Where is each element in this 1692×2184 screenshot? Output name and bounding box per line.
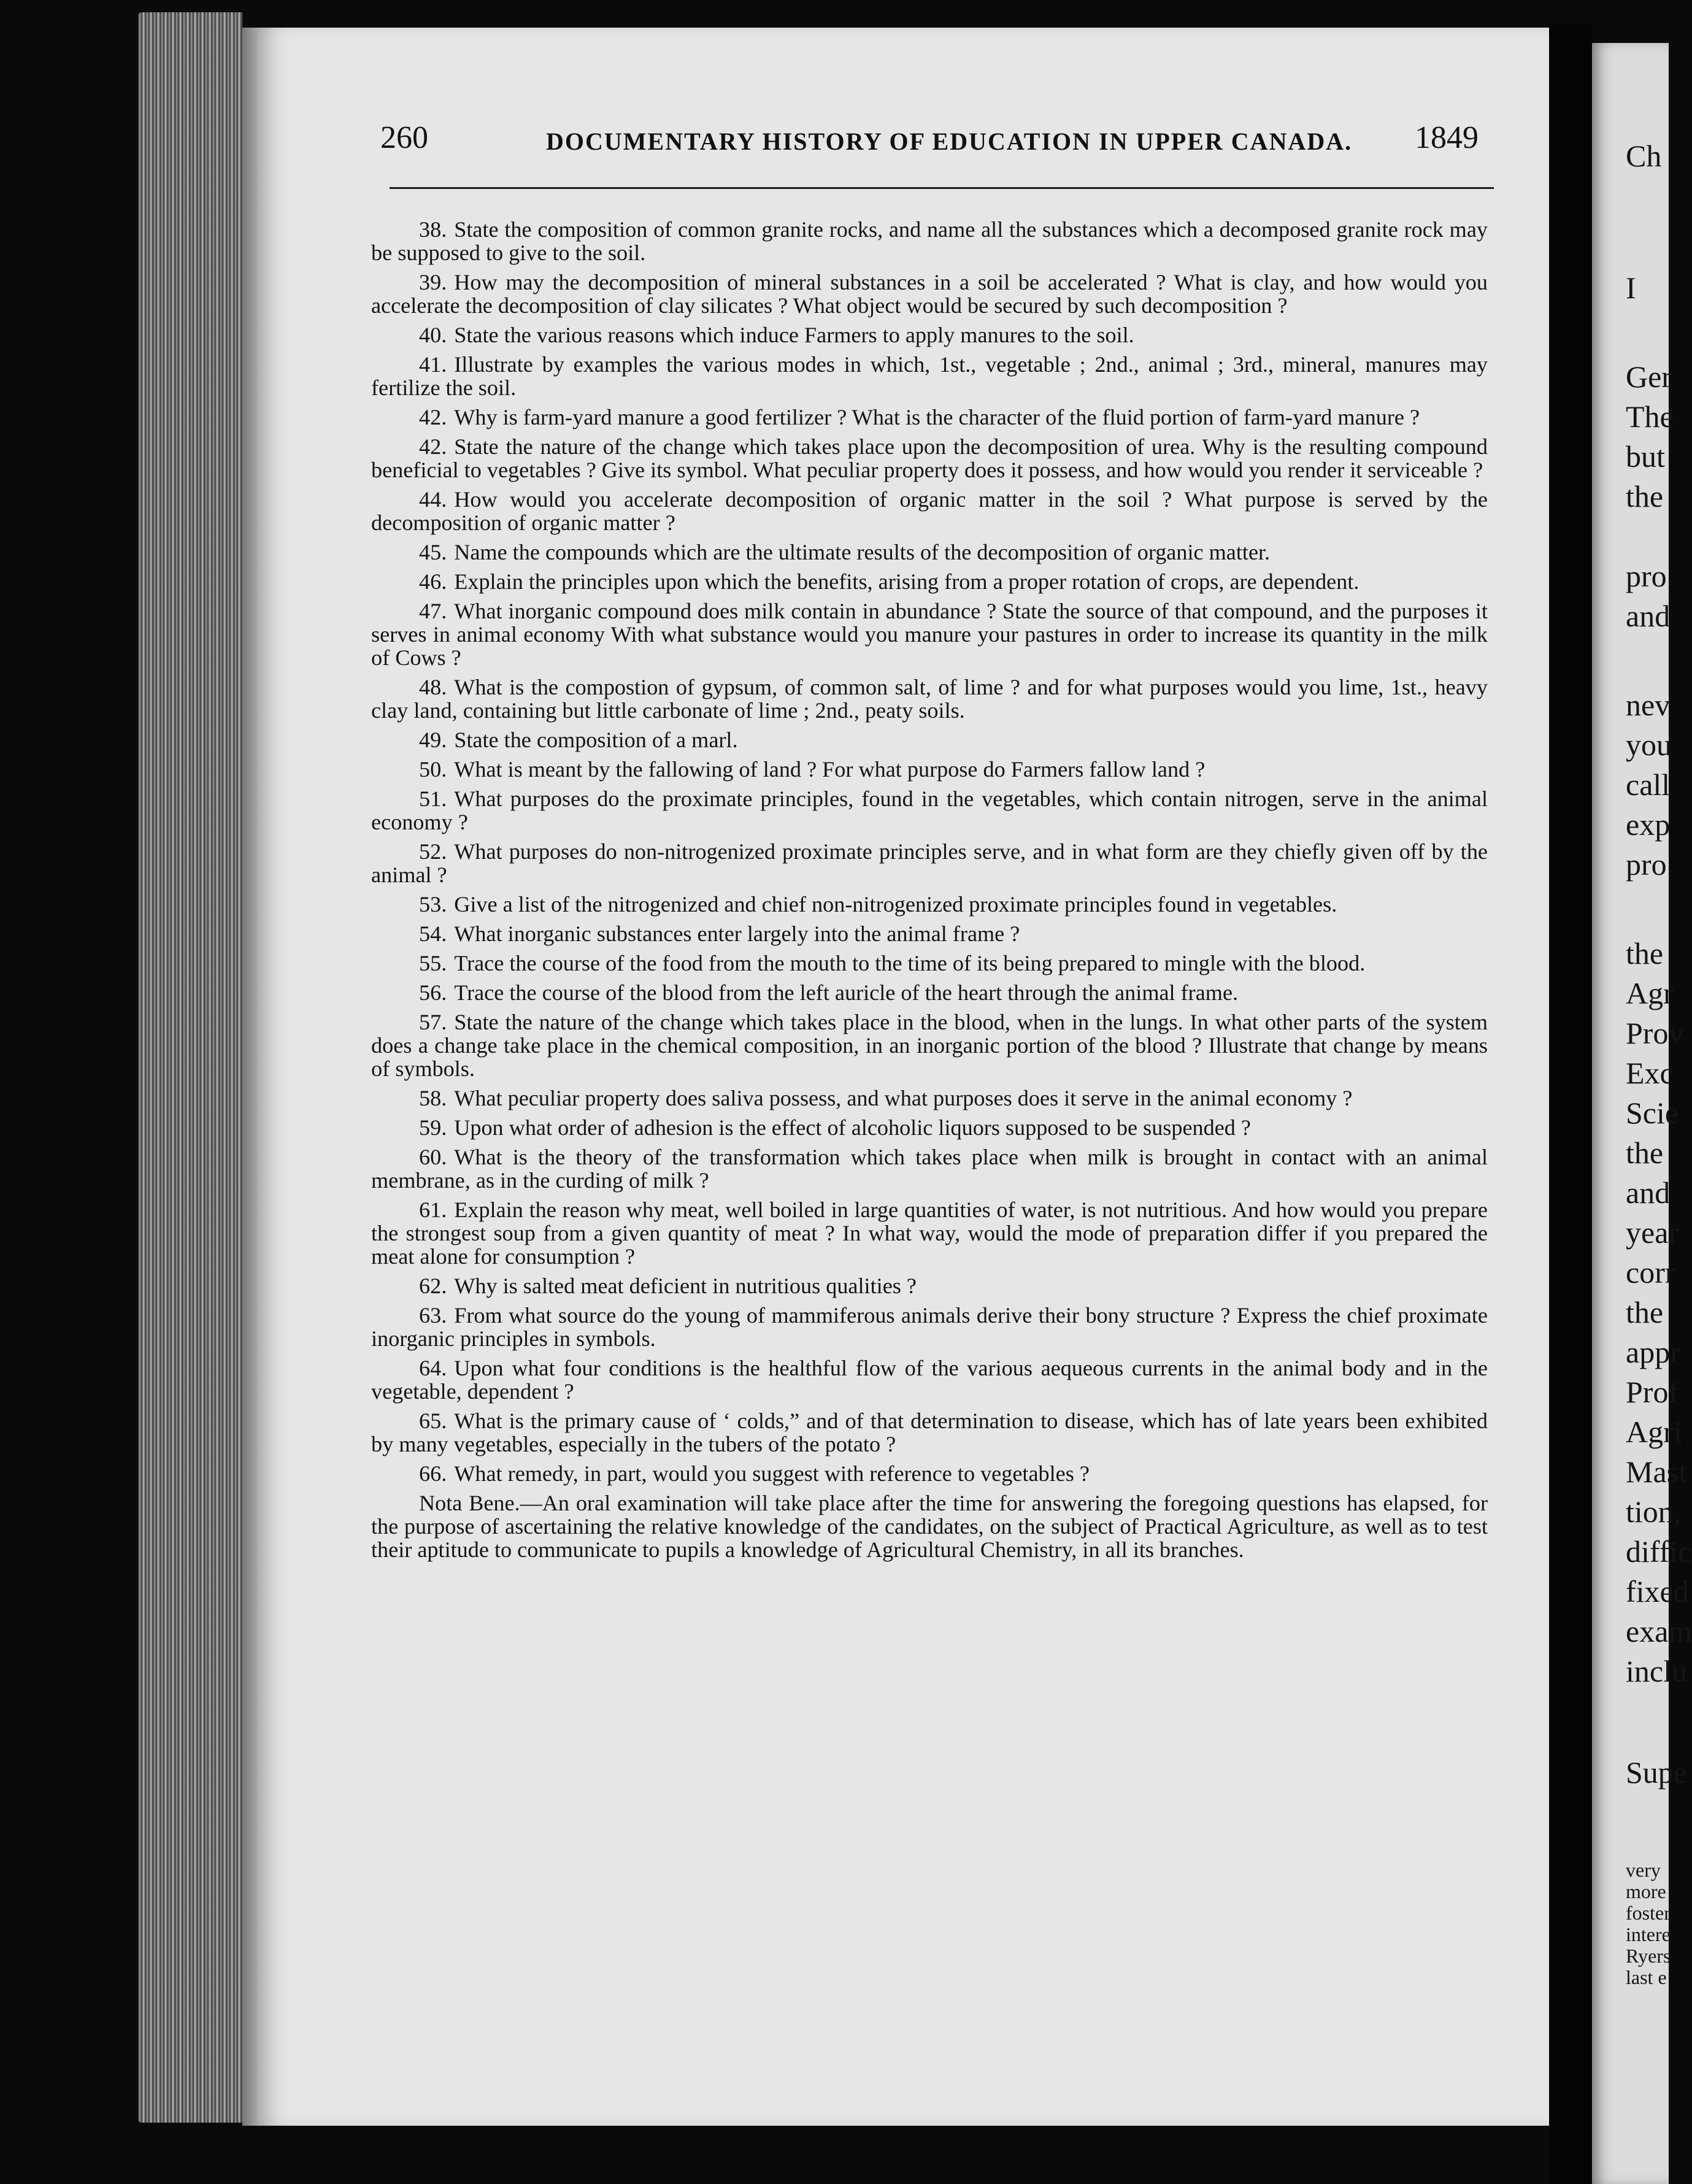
question-number: 47. xyxy=(419,599,447,623)
facing-page-fragment: Ryers xyxy=(1626,1945,1671,1967)
facing-page-fragment: Ch xyxy=(1626,139,1662,173)
question-text: Give a list of the nitrogenized and chief non-nitrogenized proximate principles found in vegetables. xyxy=(454,892,1337,917)
question-item xyxy=(371,1010,1488,1080)
question-text: Explain the reason why meat, well boiled in large quantities of water, is not nutritious. And how would you prepare the strongest soup from a given quantity of meat ? In what way, would the mode of preparation differ if you prepared the meat alone for consumption ? xyxy=(371,1198,1488,1269)
facing-page-fragment: tion, xyxy=(1626,1494,1682,1529)
book-page-edges xyxy=(138,12,242,2123)
facing-page-fragment: appr xyxy=(1626,1335,1680,1369)
facing-page-fragment: call xyxy=(1626,767,1671,802)
facing-page-fragment: the xyxy=(1626,936,1664,971)
question-number: 63. xyxy=(419,1303,447,1328)
question-item xyxy=(371,758,1488,781)
question-number: 61. xyxy=(419,1198,447,1222)
question-item xyxy=(371,952,1488,975)
question-text: What peculiar property does saliva possess, and what purposes does it serve in the animal economy ? xyxy=(454,1086,1353,1110)
question-text: State the various reasons which induce Farmers to apply manures to the soil. xyxy=(454,323,1134,347)
question-number: 51. xyxy=(419,786,447,811)
question-text: Name the compounds which are the ultimate results of the decomposition of organic matter. xyxy=(454,540,1271,564)
facing-page-fragment: year xyxy=(1626,1215,1679,1250)
facing-page-fragment: inclu xyxy=(1626,1654,1687,1688)
question-text: Upon what four conditions is the healthful flow of the various aequeous currents in the animal body and in the vegetable, dependent ? xyxy=(371,1356,1488,1404)
question-text: What is the compostion of gypsum, of common salt, of lime ? and for what purposes would you lime, 1st., heavy clay land, containing but little carbonate of lime ; 2nd., peaty soils. xyxy=(371,675,1488,723)
question-number: 46. xyxy=(419,569,447,594)
question-number: 41. xyxy=(419,352,447,377)
facing-page-fragment: intere xyxy=(1626,1923,1671,1945)
facing-page-fragment: Mast xyxy=(1626,1455,1687,1489)
question-number: 55. xyxy=(419,951,447,975)
question-item xyxy=(371,1198,1488,1268)
facing-page-fragment: last e xyxy=(1626,1966,1667,1988)
question-number: 40. xyxy=(419,323,447,347)
facing-page-fragment: Ger xyxy=(1626,360,1672,394)
question-item xyxy=(371,1145,1488,1192)
facing-page-fragment: exp xyxy=(1626,807,1671,842)
question-number: 56. xyxy=(419,980,447,1005)
question-number: 42. xyxy=(419,405,447,429)
facing-page-fragment: fixed xyxy=(1626,1574,1689,1609)
question-text: State the composition of common granite rocks, and name all the substances which a decomposed granite rock may be supposed to give to the soil. xyxy=(371,217,1488,265)
running-head xyxy=(380,120,1479,169)
question-text: Trace the course of the blood from the left auricle of the heart through the animal frame. xyxy=(454,980,1239,1005)
facing-page-fragment: the xyxy=(1626,1295,1664,1329)
question-item xyxy=(371,787,1488,834)
question-item xyxy=(371,840,1488,886)
question-number: 48. xyxy=(419,675,447,699)
question-text: How would you accelerate decomposition of organic matter in the soil ? What purpose is served by the decomposition of organic matter ? xyxy=(371,487,1488,535)
facing-page-fragment: nev xyxy=(1626,688,1671,722)
facing-page-fragment: exam xyxy=(1626,1614,1692,1648)
facing-page-fragment: Exc xyxy=(1626,1056,1674,1090)
question-item xyxy=(371,488,1488,534)
facing-page-fragment: pro xyxy=(1626,559,1667,593)
question-number: 53. xyxy=(419,892,447,917)
facing-page xyxy=(1592,43,1692,2184)
running-year: 1849 xyxy=(1415,120,1479,155)
facing-page-fragment: more xyxy=(1626,1880,1666,1902)
facing-page-fragment: Agr xyxy=(1626,976,1674,1010)
question-list xyxy=(371,218,1488,1583)
facing-page-fragment: Scie xyxy=(1626,1096,1679,1130)
question-item xyxy=(371,406,1488,429)
question-number: 57. xyxy=(419,1010,447,1034)
question-number: 44. xyxy=(419,487,447,512)
question-item xyxy=(371,893,1488,916)
question-text: Trace the course of the food from the mouth to the time of its being prepared to mingle with the blood. xyxy=(454,951,1366,975)
facing-page-fragment: diffic xyxy=(1626,1534,1692,1569)
facing-page-fragment: I xyxy=(1626,271,1636,305)
question-item xyxy=(371,540,1488,564)
question-item xyxy=(371,728,1488,752)
question-text: From what source do the young of mammiferous animals derive their bony structure ? Express the chief proximate inorganic principles in symbols. xyxy=(371,1303,1488,1351)
question-item xyxy=(371,323,1488,347)
book-page xyxy=(258,28,1549,2126)
facing-page-fragment: Prof xyxy=(1626,1375,1679,1409)
facing-page-fragment: and xyxy=(1626,599,1671,633)
question-number: 54. xyxy=(419,921,447,946)
question-text: Why is salted meat deficient in nutritious qualities ? xyxy=(454,1274,917,1298)
facing-page-fragment: the xyxy=(1626,1136,1664,1170)
nota-bene: Nota Bene.—An oral examination will take place after the time for answering the foregoing questions has elapsed, for the purpose of ascertaining the relative knowledge of the candidates, on the subject of Practical Agriculture, as well as to test their aptitude to communicate to pupils a knowledge of Agricultural Chemistry, in all its branches. xyxy=(371,1491,1488,1562)
facing-page-fragment: and xyxy=(1626,1175,1671,1210)
question-item xyxy=(371,1356,1488,1403)
question-text: State the nature of the change which takes place in the blood, when in the lungs. In what other parts of the system does a change take place in the chemical composition, in an inorganic portion of the blood ? Illustrate that change by means of symbols. xyxy=(371,1010,1488,1081)
question-text: What purposes do the proximate principles, found in the vegetables, which contain nitrogen, serve in the animal economy ? xyxy=(371,786,1488,834)
question-text: What remedy, in part, would you suggest with reference to vegetables ? xyxy=(454,1461,1090,1486)
question-number: 66. xyxy=(419,1461,447,1486)
question-item xyxy=(371,570,1488,593)
facing-page-fragment: the xyxy=(1626,479,1664,513)
running-title: DOCUMENTARY HISTORY OF EDUCATION IN UPPER CANADA. xyxy=(546,128,1353,155)
facing-page-fragment: pro xyxy=(1626,847,1667,882)
head-rule xyxy=(390,187,1494,189)
question-text: What inorganic substances enter largely into the animal frame ? xyxy=(454,921,1020,946)
question-text: Upon what order of adhesion is the effect of alcoholic liquors supposed to be suspended ? xyxy=(454,1115,1251,1140)
question-item xyxy=(371,218,1488,264)
question-text: State the composition of a marl. xyxy=(454,728,738,752)
question-text: What inorganic compound does milk contain in abundance ? State the source of that compound, and the purposes it serves in animal economy With what substance would you manure your pastures in order to increase its quantity in the milk of Cows ? xyxy=(371,599,1488,670)
facing-page-fragment: foster xyxy=(1626,1902,1671,1924)
facing-page-fragment: corr xyxy=(1626,1255,1675,1290)
question-number: 64. xyxy=(419,1356,447,1380)
question-text: What is the theory of the transformation which takes place when milk is brought in contact with an animal membrane, as in the curding of milk ? xyxy=(371,1145,1488,1193)
question-item xyxy=(371,675,1488,722)
question-number: 59. xyxy=(419,1115,447,1140)
question-number: 39. xyxy=(419,270,447,294)
question-text: How may the decomposition of mineral substances in a soil be accelerated ? What is clay, and how would you accelerate the decomposition of clay silicates ? What object would be secured by such decomposition ? xyxy=(371,270,1488,318)
question-number: 42. xyxy=(419,434,447,459)
question-item xyxy=(371,922,1488,945)
question-text: Explain the principles upon which the benefits, arising from a proper rotation of crops, are dependent. xyxy=(454,569,1359,594)
question-item xyxy=(371,1086,1488,1110)
question-item xyxy=(371,435,1488,482)
question-item xyxy=(371,1304,1488,1350)
question-number: 38. xyxy=(419,217,447,242)
question-number: 62. xyxy=(419,1274,447,1298)
page-number: 260 xyxy=(380,120,428,155)
question-item xyxy=(371,599,1488,669)
question-text: What purposes do non-nitrogenized proximate principles serve, and in what form are they chiefly given off by the animal ? xyxy=(371,839,1488,887)
question-text: Why is farm-yard manure a good fertilizer ? What is the character of the fluid portion of farm-yard manure ? xyxy=(454,405,1420,429)
question-item xyxy=(371,1462,1488,1485)
question-number: 52. xyxy=(419,839,447,864)
center-gutter xyxy=(1549,25,1592,2184)
question-number: 49. xyxy=(419,728,447,752)
question-number: 65. xyxy=(419,1409,447,1433)
question-item xyxy=(371,271,1488,317)
question-item xyxy=(371,1409,1488,1456)
question-item xyxy=(371,1116,1488,1139)
question-item xyxy=(371,981,1488,1004)
question-number: 58. xyxy=(419,1086,447,1110)
question-text: State the nature of the change which takes place upon the decomposition of urea. Why is the resulting compound beneficial to vegetables ? Give its symbol. What peculiar property does it possess, and how would you render it serviceable ? xyxy=(371,434,1488,482)
facing-page-fragment: you xyxy=(1626,728,1672,762)
question-text: What is meant by the fallowing of land ? For what purpose do Farmers fallow land ? xyxy=(454,757,1206,782)
facing-page-fragment: Supe xyxy=(1626,1755,1687,1790)
facing-page-fragment: Prov xyxy=(1626,1016,1684,1050)
question-text: What is the primary cause of ‘ colds,” and of that determination to disease, which has of late years been exhibited by many vegetables, especially in the tubers of the potato ? xyxy=(371,1409,1488,1456)
question-text: Illustrate by examples the various modes in which, 1st., vegetable ; 2nd., animal ; 3rd., mineral, manures may fertilize the soil. xyxy=(371,352,1488,400)
facing-page-fragment: very xyxy=(1626,1859,1661,1881)
question-number: 50. xyxy=(419,757,447,782)
question-item xyxy=(371,353,1488,399)
facing-page-fragment: The xyxy=(1626,399,1674,434)
question-number: 60. xyxy=(419,1145,447,1169)
question-number: 45. xyxy=(419,540,447,564)
facing-page-fragment: Agri xyxy=(1626,1415,1682,1449)
question-item xyxy=(371,1274,1488,1298)
facing-page-fragment: but xyxy=(1626,439,1665,474)
